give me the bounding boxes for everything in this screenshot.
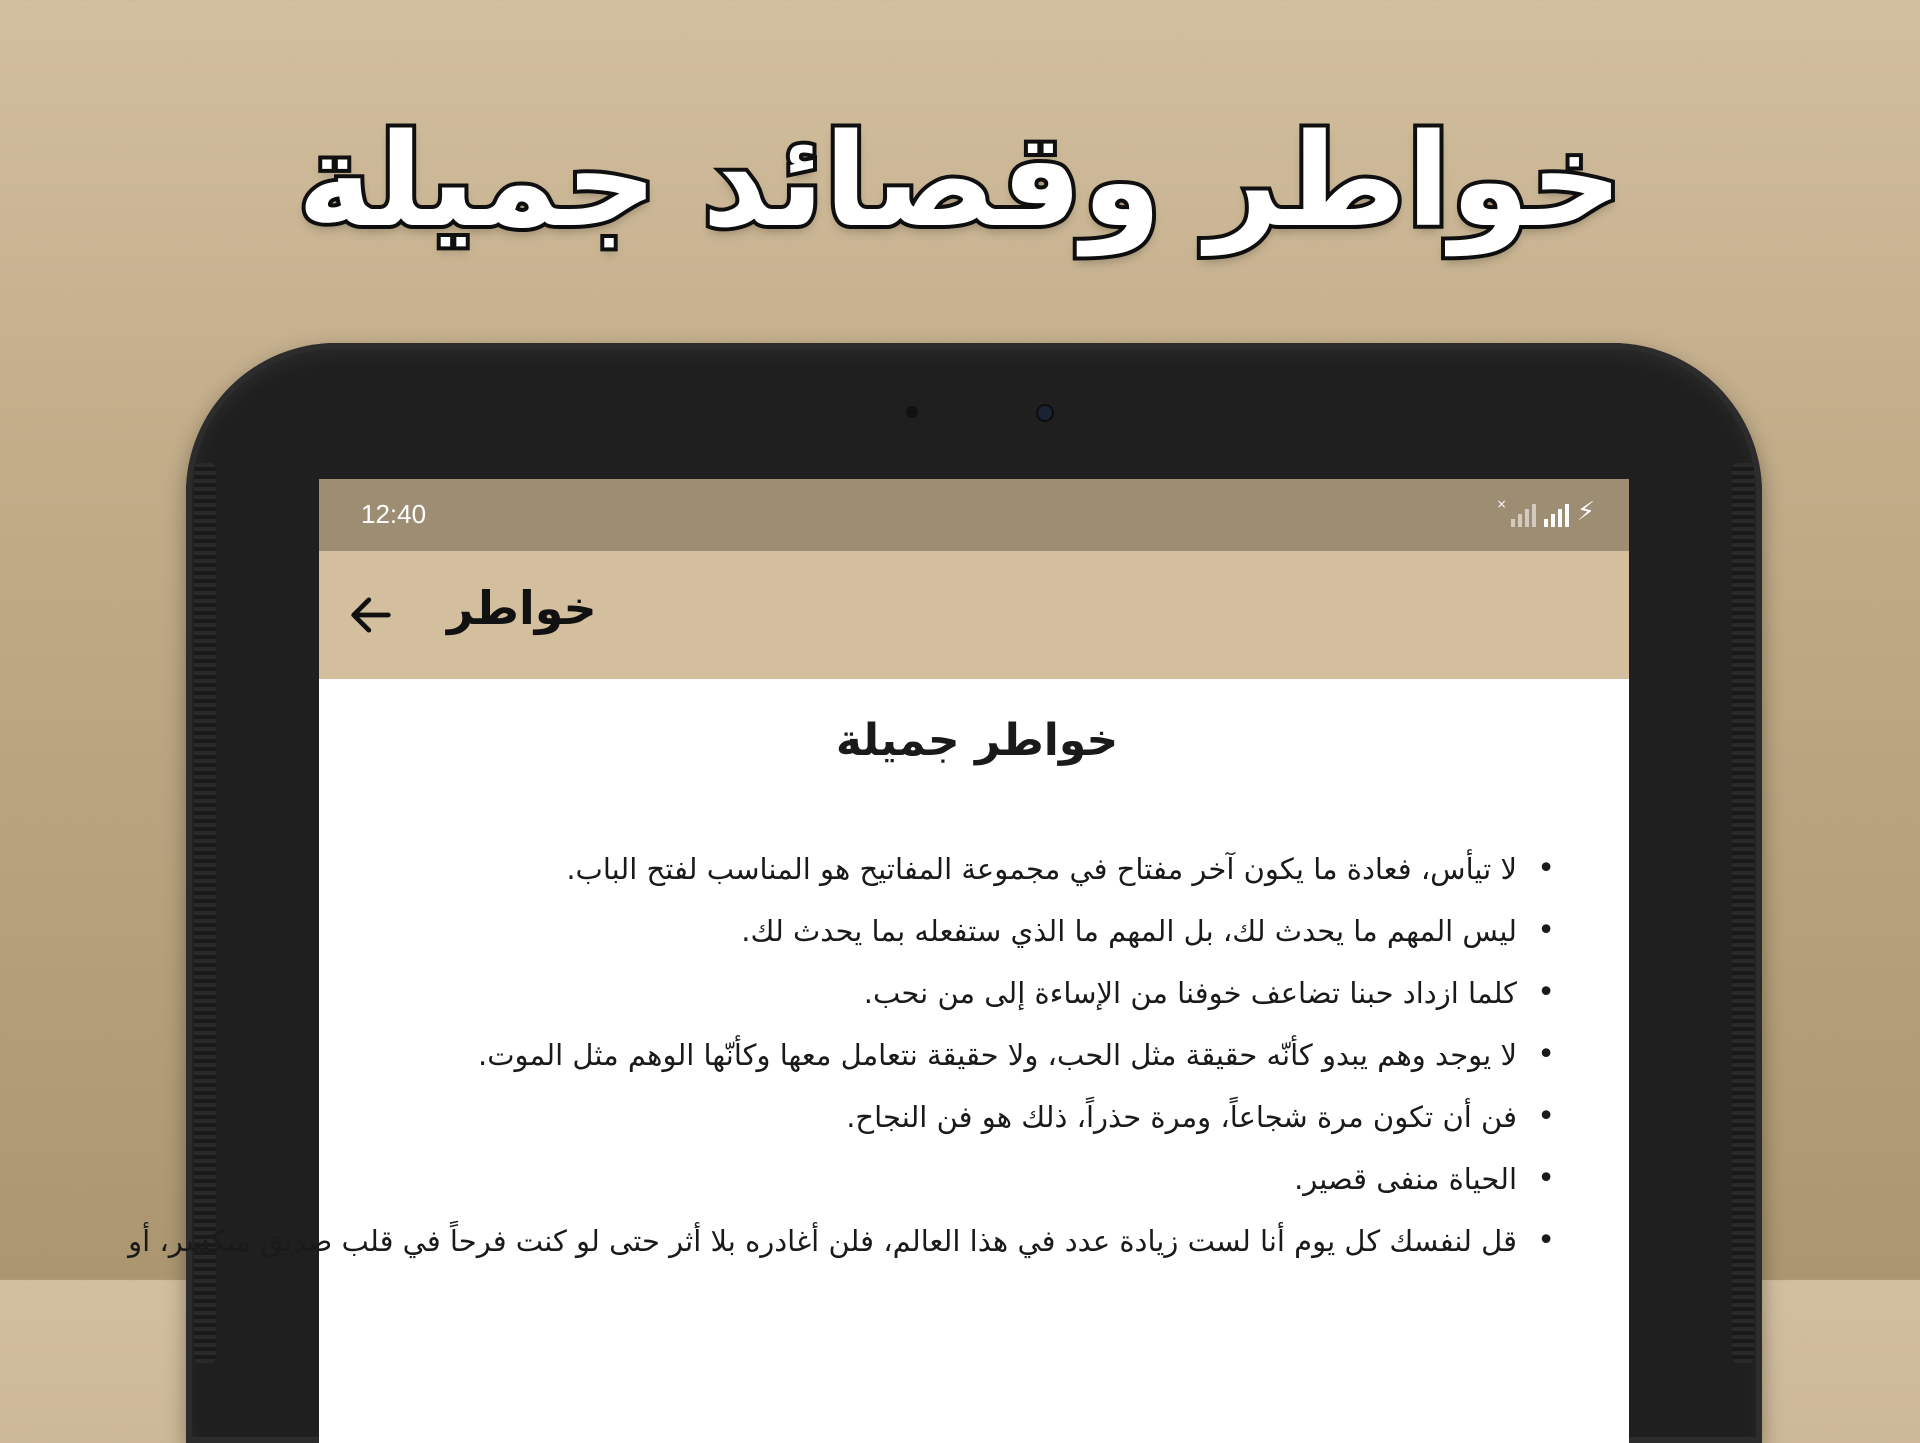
list-item: • فن أن تكون مرة شجاعاً، ومرة حذراً، ذلك هو فن النجاح. [359,1086,1555,1148]
signal-icon [1544,504,1569,527]
promo-headline: خواطر وقصائد جميلة [297,107,1623,256]
list-item: • لا تيأس، فعادة ما يكون آخر مفتاح في مجموعة المفاتيح هو المناسب لفتح الباب. [359,838,1555,900]
quotes-list [128,838,1555,1272]
proximity-sensor [906,406,918,418]
list-item: • الحياة منفى قصير. [359,1148,1555,1210]
app-bar [319,551,1629,679]
status-icons [1497,497,1595,527]
tablet-frame [128,343,1762,1443]
article-content [128,679,1629,1272]
front-camera [1038,406,1052,420]
list-item: • قل لنفسك كل يوم أنا لست زيادة عدد في هذا العالم، فلن أغادره بلا أثر حتى لو كنت فرحاً في قلب صديق منكسر، أو [359,1210,1555,1272]
speaker-grille-right [1732,463,1754,1363]
signal-icon-sim2 [1511,504,1536,527]
no-sim-icon: × [1496,497,1507,511]
list-item: • لا يوجد وهم يبدو كأنّه حقيقة مثل الحب، ولا حقيقة نتعامل معها وكأنّها الوهم مثل الموت. [359,1024,1555,1086]
article-title: خواطر جميلة [835,715,1119,766]
charging-bolt-icon: ⚡ [1576,497,1595,527]
arrow-back-icon[interactable] [345,589,397,641]
status-time: 12:40 [361,499,427,529]
list-item: • كلما ازداد حبنا تضاعف خوفنا من الإساءة إلى من نحب. [359,962,1555,1024]
list-item: • ليس المهم ما يحدث لك، بل المهم ما الذي ستفعله بما يحدث لك. [359,900,1555,962]
app-bar-title: خواطر [447,581,597,635]
status-bar [319,479,1629,551]
device-screen [128,479,1629,1443]
